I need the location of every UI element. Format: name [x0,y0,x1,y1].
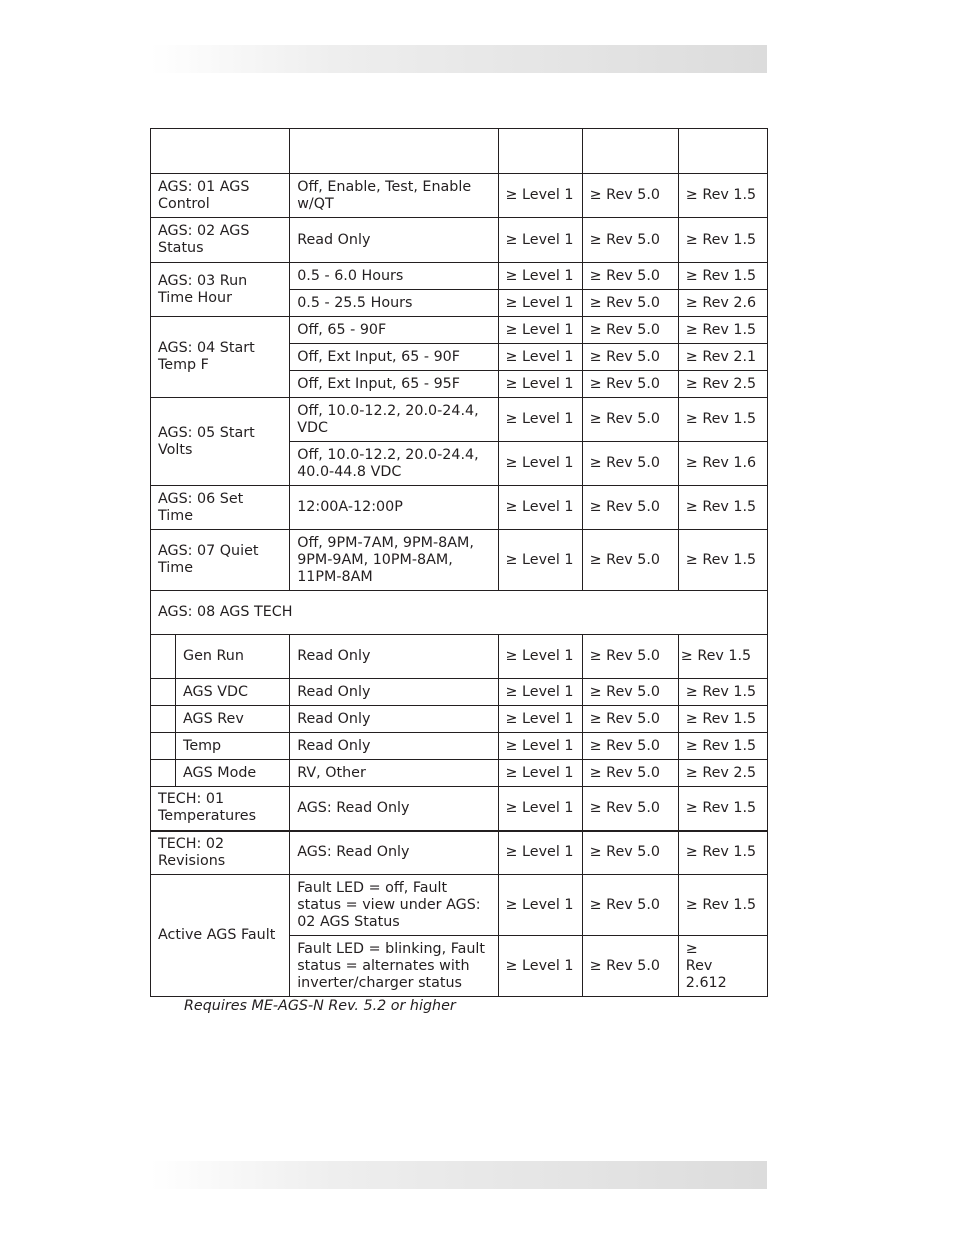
section-row [151,591,768,635]
indent-cell [151,706,176,733]
range-cell: Read Only [290,679,498,706]
indent-cell [151,679,176,706]
setting-cell: AGS: 03 Run Time Hour [151,263,290,317]
ags-rev-cell: ≥ Rev 5.0 [582,398,678,442]
sub-setting-cell: AGS Mode [176,760,290,787]
range-cell: Off, 9PM-7AM, 9PM-8AM, 9PM-9AM, 10PM-8AM, 11PM-8AM [290,530,498,591]
ags-rev-cell: ≥ Rev 5.0 [582,530,678,591]
header-cell [498,129,582,174]
table-row [151,706,768,733]
setting-cell: AGS: 02 AGS Status [151,218,290,263]
level-cell: ≥ Level 1 [498,936,582,997]
range-cell: Off, 10.0-12.2, 20.0-24.4, 40.0-44.8 VDC [290,442,498,486]
range-cell: Fault LED = off, Fault status = view under AGS: 02 AGS Status [290,875,498,936]
range-cell: RV, Other [290,760,498,787]
header-cell [290,129,498,174]
table-header-row [151,129,768,174]
level-cell: ≥ Level 1 [498,218,582,263]
indent-cell [151,733,176,760]
rev-cell: ≥ Rev 1.5 [678,486,767,530]
ags-rev-cell: ≥ Rev 5.0 [582,760,678,787]
ags-rev-cell: ≥ Rev 5.0 [582,831,678,875]
range-cell: Read Only [290,635,498,679]
setting-cell: AGS: 06 Set Time [151,486,290,530]
table-row [151,831,768,875]
level-cell: ≥ Level 1 [498,371,582,398]
level-cell: ≥ Level 1 [498,398,582,442]
sub-setting-cell: AGS Rev [176,706,290,733]
rev-cell: ≥ Rev 2.5 [678,371,767,398]
rev-cell: ≥ Rev 1.5 [678,317,767,344]
level-cell: ≥ Level 1 [498,442,582,486]
setting-cell: AGS: 07 Quiet Time [151,530,290,591]
setting-cell: AGS: 01 AGS Control [151,174,290,218]
indent-cell [151,635,176,679]
range-cell: Off, Enable, Test, Enable w/QT [290,174,498,218]
rev-cell: ≥ Rev 1.5 [678,787,767,831]
header-cell [582,129,678,174]
table-row [151,875,768,936]
rev-cell: ≥ Rev 1.5 [678,875,767,936]
indent-cell [151,760,176,787]
level-cell: ≥ Level 1 [498,760,582,787]
setting-cell: AGS: 04 Start Temp F [151,317,290,398]
sub-setting-cell: Temp [176,733,290,760]
ags-rev-cell: ≥ Rev 5.0 [582,371,678,398]
rev-cell: ≥ Rev 2.5 [678,760,767,787]
level-cell: ≥ Level 1 [498,875,582,936]
table-row [151,317,768,344]
range-cell: Off, 65 - 90F [290,317,498,344]
rev-cell: ≥ Rev 1.5 [678,733,767,760]
ags-rev-cell: ≥ Rev 5.0 [582,218,678,263]
range-cell: Read Only [290,218,498,263]
level-cell: ≥ Level 1 [498,530,582,591]
table-row [151,787,768,831]
table-row [151,760,768,787]
header-cell [151,129,290,174]
rev-cell: ≥ Rev 1.5 [678,635,767,679]
level-cell: ≥ Level 1 [498,317,582,344]
level-cell: ≥ Level 1 [498,733,582,760]
ags-rev-cell: ≥ Rev 5.0 [582,317,678,344]
range-cell: Fault LED = blinking, Fault status = alternates with inverter/charger status [290,936,498,997]
table-row [151,530,768,591]
section-cell: AGS: 08 AGS TECH [151,591,768,635]
ags-rev-cell: ≥ Rev 5.0 [582,706,678,733]
rev-cell: ≥ Rev 2.6 [678,290,767,317]
ags-rev-cell: ≥ Rev 5.0 [582,875,678,936]
ags-rev-cell: ≥ Rev 5.0 [582,679,678,706]
range-cell: 12:00A-12:00P [290,486,498,530]
range-cell: Read Only [290,733,498,760]
setting-cell: TECH: 01 Temperatures [151,787,290,831]
level-cell: ≥ Level 1 [498,706,582,733]
rev-cell: ≥ Rev 1.5 [678,831,767,875]
rev-cell: ≥ Rev 1.5 [678,679,767,706]
rev-cell: ≥ Rev 1.5 [678,706,767,733]
setting-cell: TECH: 02 Revisions [151,831,290,875]
table-row [151,398,768,442]
rev-cell: ≥ Rev 1.6 [678,442,767,486]
level-cell: ≥ Level 1 [498,831,582,875]
sub-setting-cell: Gen Run [176,635,290,679]
level-cell: ≥ Level 1 [498,344,582,371]
ags-rev-cell: ≥ Rev 5.0 [582,263,678,290]
level-cell: ≥ Level 1 [498,486,582,530]
ags-rev-cell: ≥ Rev 5.0 [582,174,678,218]
ags-rev-cell: ≥ Rev 5.0 [582,733,678,760]
ags-rev-cell: ≥ Rev 5.0 [582,486,678,530]
ags-rev-cell: ≥ Rev 5.0 [582,442,678,486]
rev-cell: ≥ Rev 1.5 [678,398,767,442]
range-cell: AGS: Read Only [290,831,498,875]
range-cell: Off, Ext Input, 65 - 95F [290,371,498,398]
level-cell: ≥ Level 1 [498,635,582,679]
setting-cell: Active AGS Fault [151,875,290,997]
level-cell: ≥ Level 1 [498,787,582,831]
level-cell: ≥ Level 1 [498,174,582,218]
settings-compatibility-table [150,128,768,997]
range-cell: Off, 10.0-12.2, 20.0-24.4, VDC [290,398,498,442]
level-cell: ≥ Level 1 [498,290,582,317]
footer-band [150,1161,767,1189]
ags-rev-cell: ≥ Rev 5.0 [582,787,678,831]
range-cell: Read Only [290,706,498,733]
ags-rev-cell: ≥ Rev 5.0 [582,344,678,371]
table-row [151,174,768,218]
rev-cell: ≥ Rev 1.5 [678,263,767,290]
rev-cell: ≥ Rev 2.612 [678,936,767,997]
rev-cell: ≥ Rev 2.1 [678,344,767,371]
range-cell: 0.5 - 25.5 Hours [290,290,498,317]
header-cell [678,129,767,174]
level-cell: ≥ Level 1 [498,263,582,290]
table-row [151,486,768,530]
rev-cell: ≥ Rev 1.5 [678,174,767,218]
range-cell: AGS: Read Only [290,787,498,831]
table-row [151,218,768,263]
rev-cell: ≥ Rev 1.5 [678,530,767,591]
setting-cell: AGS: 05 Start Volts [151,398,290,486]
header-band [150,45,767,73]
range-cell: Off, Ext Input, 65 - 90F [290,344,498,371]
ags-rev-cell: ≥ Rev 5.0 [582,290,678,317]
ags-rev-cell: ≥ Rev 5.0 [582,635,678,679]
table-row [151,263,768,290]
table-row [151,679,768,706]
table-row [151,733,768,760]
rev-cell: ≥ Rev 1.5 [678,218,767,263]
range-cell: 0.5 - 6.0 Hours [290,263,498,290]
level-cell: ≥ Level 1 [498,679,582,706]
footnote: Requires ME-AGS-N Rev. 5.2 or higher [184,998,456,1014]
table-row [151,635,768,679]
sub-setting-cell: AGS VDC [176,679,290,706]
ags-rev-cell: ≥ Rev 5.0 [582,936,678,997]
